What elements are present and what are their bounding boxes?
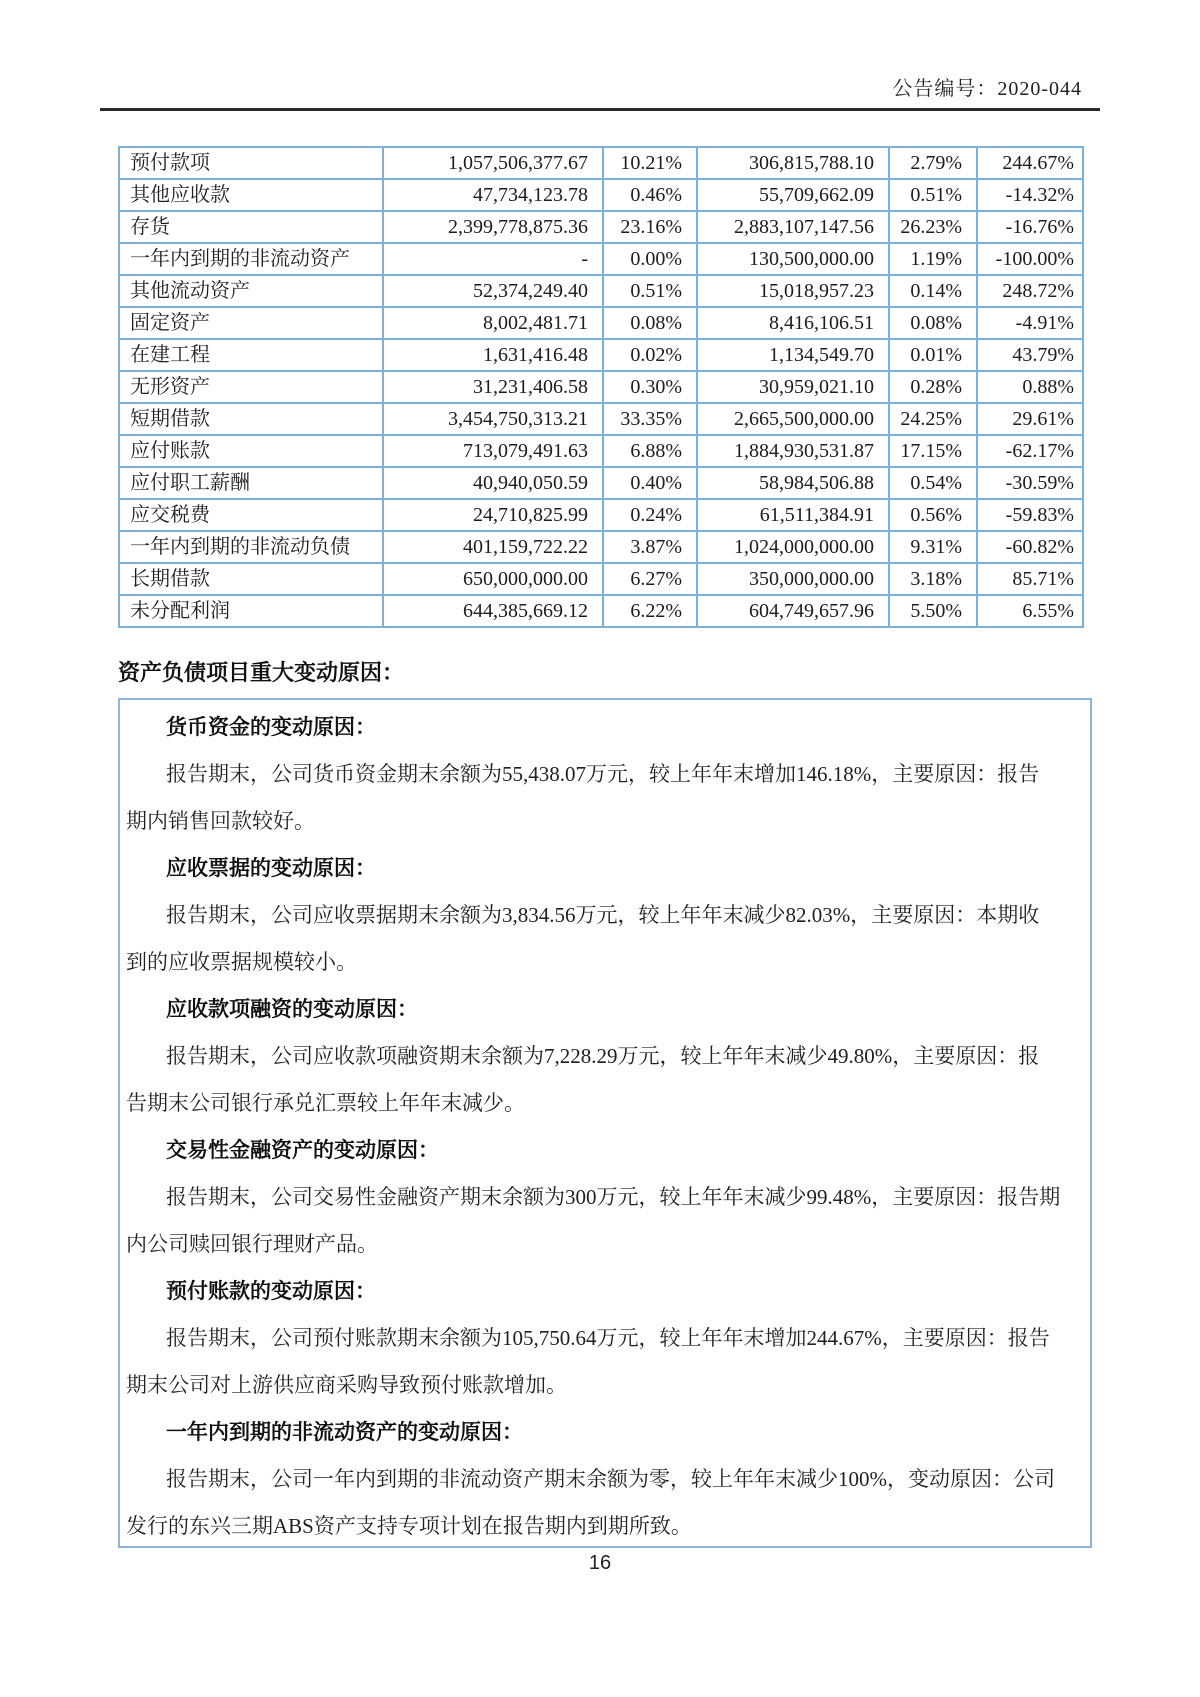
change-pct-cell: -100.00% <box>977 243 1083 275</box>
sub-heading-notes-receivable: 应收票据的变动原因： <box>166 857 376 880</box>
para-line: 期末公司对上游供应商采购导致预付账款增加。 <box>126 1373 567 1397</box>
amount-prior-cell: 604,749,657.96 <box>697 595 889 627</box>
para-line: 报告期末，公司应收票据期末余额为3,834.56万元，较上年年末减少82.03%，主要原因：本期收 <box>166 903 1040 927</box>
change-pct-cell: -62.17% <box>977 435 1083 467</box>
pct-current-cell: 6.22% <box>603 595 697 627</box>
change-pct-cell: -16.76% <box>977 211 1083 243</box>
table-row <box>119 179 1083 211</box>
item-name-cell: 应付账款 <box>119 435 383 467</box>
table-row <box>119 403 1083 435</box>
amount-current-cell: 650,000,000.00 <box>383 563 603 595</box>
pct-current-cell: 10.21% <box>603 147 697 179</box>
amount-prior-cell: 55,709,662.09 <box>697 179 889 211</box>
pct-current-cell: 0.24% <box>603 499 697 531</box>
table-row <box>119 339 1083 371</box>
sub-heading-prepayments: 预付账款的变动原因： <box>166 1280 376 1303</box>
table-row <box>119 307 1083 339</box>
amount-current-cell: 47,734,123.78 <box>383 179 603 211</box>
amount-current-cell: 3,454,750,313.21 <box>383 403 603 435</box>
pct-current-cell: 0.40% <box>603 467 697 499</box>
pct-prior-cell: 3.18% <box>889 563 977 595</box>
item-name-cell: 存货 <box>119 211 383 243</box>
amount-current-cell: 8,002,481.71 <box>383 307 603 339</box>
item-name-cell: 短期借款 <box>119 403 383 435</box>
table-row <box>119 211 1083 243</box>
pct-current-cell: 23.16% <box>603 211 697 243</box>
page-number: 16 <box>588 1552 612 1574</box>
table-row <box>119 435 1083 467</box>
para-line: 到的应收票据规模较小。 <box>126 950 357 974</box>
para-line: 报告期末，公司预付账款期末余额为105,750.64万元，较上年年末增加244.67%，主要原因：报告 <box>166 1326 1050 1350</box>
amount-prior-cell: 2,883,107,147.56 <box>697 211 889 243</box>
table-row <box>119 595 1083 627</box>
section-title: 资产负债项目重大变动原因： <box>118 660 405 685</box>
pct-prior-cell: 0.14% <box>889 275 977 307</box>
table-row <box>119 147 1083 179</box>
amount-current-cell: 52,374,249.40 <box>383 275 603 307</box>
sub-heading-noncurrent-assets-due-within-one-year: 一年内到期的非流动资产的变动原因： <box>166 1421 523 1444</box>
amount-prior-cell: 306,815,788.10 <box>697 147 889 179</box>
item-name-cell: 其他应收款 <box>119 179 383 211</box>
pct-current-cell: 33.35% <box>603 403 697 435</box>
doc-number: 公告编号：2020-044 <box>892 78 1082 100</box>
para-line: 发行的东兴三期ABS资产支持专项计划在报告期内到期所致。 <box>126 1514 692 1538</box>
pct-prior-cell: 0.01% <box>889 339 977 371</box>
pct-current-cell: 3.87% <box>603 531 697 563</box>
table-row <box>119 275 1083 307</box>
item-name-cell: 在建工程 <box>119 339 383 371</box>
item-name-cell: 应付职工薪酬 <box>119 467 383 499</box>
amount-current-cell: 24,710,825.99 <box>383 499 603 531</box>
change-pct-cell: 248.72% <box>977 275 1083 307</box>
para-line: 内公司赎回银行理财产品。 <box>126 1232 378 1256</box>
pct-prior-cell: 17.15% <box>889 435 977 467</box>
para-line: 报告期末，公司交易性金融资产期末余额为300万元，较上年年末减少99.48%，主要原因：报告期 <box>166 1185 1061 1209</box>
change-pct-cell: -59.83% <box>977 499 1083 531</box>
table-row <box>119 563 1083 595</box>
amount-current-cell: 713,079,491.63 <box>383 435 603 467</box>
sub-heading-trading-financial-assets: 交易性金融资产的变动原因： <box>166 1139 439 1162</box>
item-name-cell: 无形资产 <box>119 371 383 403</box>
change-pct-cell: 6.55% <box>977 595 1083 627</box>
item-name-cell: 预付款项 <box>119 147 383 179</box>
pct-current-cell: 0.02% <box>603 339 697 371</box>
pct-prior-cell: 0.51% <box>889 179 977 211</box>
change-pct-cell: 43.79% <box>977 339 1083 371</box>
pct-current-cell: 6.88% <box>603 435 697 467</box>
amount-prior-cell: 130,500,000.00 <box>697 243 889 275</box>
item-name-cell: 固定资产 <box>119 307 383 339</box>
table-row <box>119 467 1083 499</box>
reasons-box <box>118 698 1092 1548</box>
pct-prior-cell: 26.23% <box>889 211 977 243</box>
item-name-cell: 其他流动资产 <box>119 275 383 307</box>
change-pct-cell: -60.82% <box>977 531 1083 563</box>
pct-prior-cell: 1.19% <box>889 243 977 275</box>
financial-table <box>118 146 1084 628</box>
para-line: 报告期末，公司货币资金期末余额为55,438.07万元，较上年年末增加146.18%，主要原因：报告 <box>166 762 1040 786</box>
table-row <box>119 243 1083 275</box>
para-line: 告期末公司银行承兑汇票较上年年末减少。 <box>126 1091 525 1115</box>
change-pct-cell: 244.67% <box>977 147 1083 179</box>
amount-prior-cell: 1,024,000,000.00 <box>697 531 889 563</box>
amount-prior-cell: 61,511,384.91 <box>697 499 889 531</box>
change-pct-cell: -4.91% <box>977 307 1083 339</box>
pct-prior-cell: 0.54% <box>889 467 977 499</box>
pct-prior-cell: 0.28% <box>889 371 977 403</box>
pct-current-cell: 0.46% <box>603 179 697 211</box>
amount-current-cell: 40,940,050.59 <box>383 467 603 499</box>
item-name-cell: 未分配利润 <box>119 595 383 627</box>
item-name-cell: 一年内到期的非流动资产 <box>119 243 383 275</box>
para-line: 期内销售回款较好。 <box>126 809 315 833</box>
para-line: 报告期末，公司一年内到期的非流动资产期末余额为零，较上年年末减少100%，变动原因：公司 <box>166 1467 1055 1491</box>
amount-prior-cell: 58,984,506.88 <box>697 467 889 499</box>
item-name-cell: 应交税费 <box>119 499 383 531</box>
sub-heading-monetary-funds: 货币资金的变动原因： <box>166 716 376 739</box>
pct-prior-cell: 24.25% <box>889 403 977 435</box>
pct-prior-cell: 9.31% <box>889 531 977 563</box>
header-rule <box>100 108 1100 111</box>
item-name-cell: 一年内到期的非流动负债 <box>119 531 383 563</box>
amount-current-cell: 401,159,722.22 <box>383 531 603 563</box>
amount-current-cell: 1,631,416.48 <box>383 339 603 371</box>
table-row <box>119 371 1083 403</box>
pct-current-cell: 0.51% <box>603 275 697 307</box>
table-row <box>119 499 1083 531</box>
item-name-cell: 长期借款 <box>119 563 383 595</box>
pct-prior-cell: 0.56% <box>889 499 977 531</box>
change-pct-cell: -14.32% <box>977 179 1083 211</box>
pct-prior-cell: 5.50% <box>889 595 977 627</box>
amount-prior-cell: 1,134,549.70 <box>697 339 889 371</box>
table-row <box>119 531 1083 563</box>
change-pct-cell: 29.61% <box>977 403 1083 435</box>
amount-current-cell: - <box>383 243 603 275</box>
pct-prior-cell: 0.08% <box>889 307 977 339</box>
change-pct-cell: 85.71% <box>977 563 1083 595</box>
amount-prior-cell: 2,665,500,000.00 <box>697 403 889 435</box>
amount-current-cell: 1,057,506,377.67 <box>383 147 603 179</box>
change-pct-cell: 0.88% <box>977 371 1083 403</box>
amount-prior-cell: 15,018,957.23 <box>697 275 889 307</box>
amount-prior-cell: 8,416,106.51 <box>697 307 889 339</box>
sub-heading-receivables-financing: 应收款项融资的变动原因： <box>166 998 418 1021</box>
pct-current-cell: 0.00% <box>603 243 697 275</box>
amount-prior-cell: 350,000,000.00 <box>697 563 889 595</box>
pct-current-cell: 0.08% <box>603 307 697 339</box>
pct-current-cell: 0.30% <box>603 371 697 403</box>
amount-prior-cell: 1,884,930,531.87 <box>697 435 889 467</box>
amount-current-cell: 31,231,406.58 <box>383 371 603 403</box>
change-pct-cell: -30.59% <box>977 467 1083 499</box>
amount-prior-cell: 30,959,021.10 <box>697 371 889 403</box>
pct-prior-cell: 2.79% <box>889 147 977 179</box>
amount-current-cell: 2,399,778,875.36 <box>383 211 603 243</box>
amount-current-cell: 644,385,669.12 <box>383 595 603 627</box>
pct-current-cell: 6.27% <box>603 563 697 595</box>
para-line: 报告期末，公司应收款项融资期末余额为7,228.29万元，较上年年末减少49.80%，主要原因：报 <box>166 1044 1040 1068</box>
